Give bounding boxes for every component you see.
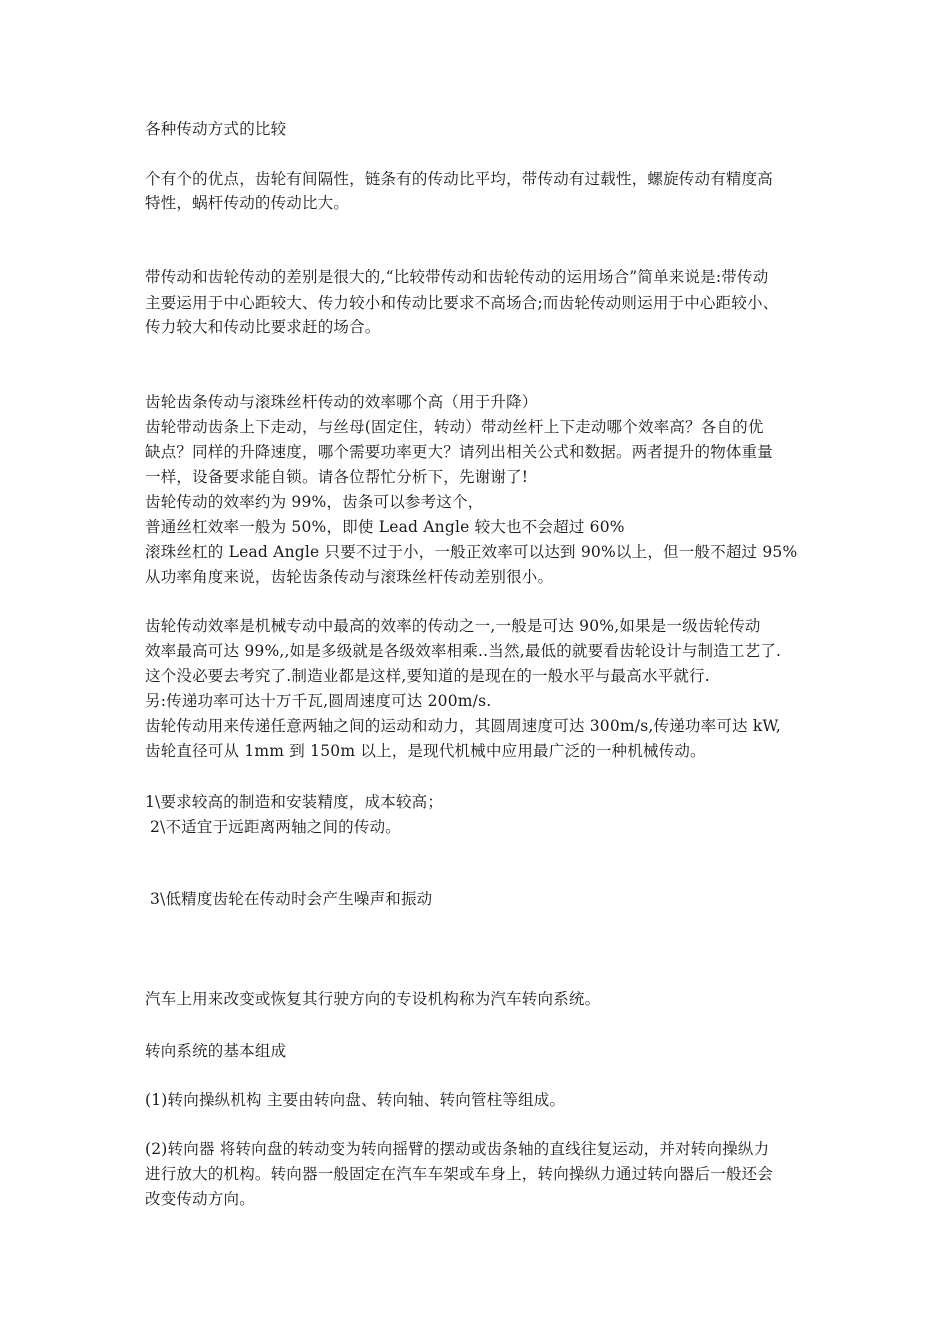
paragraph-line: 汽车上用来改变或恢复其行驶方向的专设机构称为汽车转向系统。 <box>145 990 601 1008</box>
paragraph-line: 个有个的优点，齿轮有间隔性，链条有的传动比平均，带传动有过载性，螺旋传动有精度高 <box>145 170 774 188</box>
list-item: 1\要求较高的制造和安装精度，成本较高； <box>145 793 444 811</box>
paragraph-line: 一样，设备要求能自锁。请各位帮忙分析下，先谢谢了! <box>145 468 529 486</box>
paragraph-line: 进行放大的机构。转向器一般固定在汽车车架或车身上，转向操纵力通过转向器后一般还会 <box>145 1165 774 1183</box>
document-title: 各种传动方式的比较 <box>145 120 287 138</box>
paragraph-line: 缺点？同样的升降速度，哪个需要功率更大？请列出相关公式和数据。两者提升的物体重量 <box>145 443 774 461</box>
section-heading: 齿轮齿条传动与滚珠丝杆传动的效率哪个高（用于升降） <box>145 393 538 411</box>
paragraph-line: 齿轮传动效率是机械专动中最高的效率的传动之一,一般是可达 90%,如果是一级齿轮传动 <box>145 617 761 635</box>
paragraph-line: 传力较大和传动比要求赶的场合。 <box>145 318 381 336</box>
paragraph-line: 齿轮传动的效率约为 99%，齿条可以参考这个， <box>145 493 484 511</box>
paragraph-line: 普通丝杠效率一般为 50%，即使 Lead Angle 较大也不会超过 60% <box>145 518 625 536</box>
paragraph-line: 这个没必要去考究了.制造业都是这样,要知道的是现在的一般水平与最高水平就行. <box>145 667 710 685</box>
list-item: 3\低精度齿轮在传动时会产生噪声和振动 <box>150 890 433 908</box>
paragraph-line: 主要运用于中心距较大、传力较小和传动比要求不高场合;而齿轮传动则运用于中心距较小、 <box>145 294 779 312</box>
paragraph-line: 齿轮带动齿条上下走动，与丝母(固定住，转动）带动丝杆上下走动哪个效率高？各自的优 <box>145 418 764 436</box>
paragraph-line: 改变传动方向。 <box>145 1190 255 1208</box>
paragraph-line: 效率最高可达 99%,,如是多级就是各级效率相乘..当然,最低的就要看齿轮设计与制造工艺了. <box>145 642 782 660</box>
paragraph-line: 带传动和齿轮传动的差别是很大的,“比较带传动和齿轮传动的运用场合”简单来说是:带传动 <box>145 268 769 286</box>
paragraph-line: 齿轮直径可从 1mm 到 150m 以上，是现代机械中应用最广泛的一种机械传动。 <box>145 742 706 760</box>
paragraph-line: 另:传递功率可达十万千瓦,圆周速度可达 200m/s. <box>145 692 492 710</box>
section-heading: 转向系统的基本组成 <box>145 1042 287 1060</box>
paragraph-line: (2)转向器 将转向盘的转动变为转向摇臂的摆动或齿条轴的直线往复运动，并对转向操纵力 <box>145 1140 770 1158</box>
paragraph-line: 从功率角度来说，齿轮齿条传动与滚珠丝杆传动差别很小。 <box>145 568 554 586</box>
paragraph-line: 特性，蜗杆传动的传动比大。 <box>145 194 350 212</box>
paragraph-line: 齿轮传动用来传递任意两轴之间的运动和动力，其圆周速度可达 300m/s,传递功率可达 kW, <box>145 717 781 735</box>
list-item: 2\不适宜于远距离两轴之间的传动。 <box>150 818 401 836</box>
paragraph-line: (1)转向操纵机构 主要由转向盘、转向轴、转向管柱等组成。 <box>145 1091 566 1109</box>
paragraph-line: 滚珠丝杠的 Lead Angle 只要不过于小，一般正效率可以达到 90%以上，但一般不超过 95% <box>145 543 798 561</box>
